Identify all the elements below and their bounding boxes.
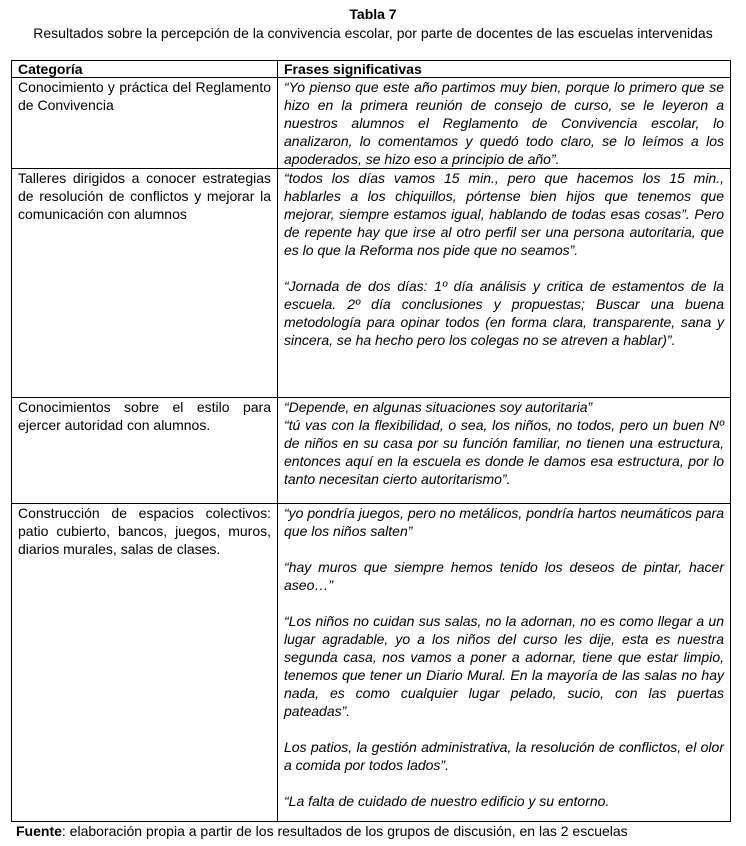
quote: “todos los días vamos 15 min., pero que hacemos los 15 min., hablarles a los chiquillos, pórtense bien hijos que tenemos que mejorar, siempre estamos igual, hablando de todas esas cosas”. Pero de repente hay que irse al otro perfil ser una persona autoritaria, que es lo que la Reforma nos pide que no seamos”.: [284, 170, 724, 258]
table-row: [12, 504, 731, 822]
header-categoria: Categoría: [12, 61, 278, 78]
source-label: Fuente: [16, 823, 62, 839]
quote: “Los niños no cuidan sus salas, no la adornan, no es como llegar a un lugar agradable, yo a los niños del curso les dije, esta es nuestra segunda casa, nos vamos a poner a adornar, tiene que estar limpio, tenemos que tener un Diario Mural. En la mayoría de las salas no hay nada, es como cualquier lugar pelado, sucio, con las puertas pateadas”.: [284, 613, 724, 719]
quote: Los patios, la gestión administrativa, la resolución de conflictos, el olor a comida por todos lados”.: [284, 739, 724, 773]
table-subtitle: Resultados sobre la percepción de la convivencia escolar, por parte de docentes de las escuelas intervenidas: [33, 25, 713, 41]
quote: “Yo pienso que este año partimos muy bien, porque lo primero que se hizo en la primera reunión de consejo de curso, se le leyeron a nuestros alumnos el Reglamento de Convivencia escolar, lo analizaron, lo comentamos y quedó todo claro, se lo leímos a los apoderados, se hizo eso a principio de año”.: [284, 79, 724, 167]
quotes-cell: [278, 78, 731, 169]
quotes-cell: [278, 504, 731, 822]
category-cell: Construcción de espacios colectivos: patio cubierto, bancos, juegos, muros, diarios murales, salas de clases.: [12, 504, 278, 822]
category-cell: Talleres dirigidos a conocer estrategias de resolución de conflictos y mejorar la comunicación con alumnos: [12, 169, 278, 398]
table-row: [12, 78, 731, 169]
results-table: [11, 60, 731, 822]
table-row: [12, 398, 731, 504]
quote: “Jornada de dos días: 1º día análisis y critica de estamentos de la escuela. 2º día conclusiones y propuestas; Buscar una buena metodología para opinar todos (en forma clara, transparente, sana y sincera, se ha hecho pero los colegas no se atreven a hablar)”.: [284, 278, 724, 348]
quote: “tú vas con la flexibilidad, o sea, los niños, no todos, pero un buen Nº de niños en su casa por su función familiar, no tienen una estructura, entonces aquí en la escuela es donde le damos esa estructura, por lo tanto necesitan cierto autoritarismo”.: [284, 417, 724, 487]
category-cell: Conocimientos sobre el estilo para ejercer autoridad con alumnos.: [12, 398, 278, 504]
quote: “hay muros que siempre hemos tenido los deseos de pintar, hacer aseo…”: [284, 559, 724, 593]
category-cell: Conocimiento y práctica del Reglamento de Convivencia: [12, 78, 278, 169]
quotes-cell: [278, 169, 731, 398]
quote: “Depende, en algunas situaciones soy autoritaria”: [284, 399, 593, 415]
source-note: [16, 823, 628, 839]
quotes-cell: [278, 398, 731, 504]
quote: “yo pondría juegos, pero no metálicos, pondría hartos neumáticos para que los niños salten”: [284, 505, 724, 539]
header-frases: Frases significativas: [278, 61, 731, 78]
table-title: Tabla 7: [349, 6, 397, 22]
source-text: : elaboración propia a partir de los resultados de los grupos de discusión, en las 2 escuelas: [61, 823, 628, 839]
table-row: [12, 169, 731, 398]
table-header-row: [12, 61, 731, 78]
quote: “La falta de cuidado de nuestro edificio y su entorno.: [284, 793, 610, 809]
